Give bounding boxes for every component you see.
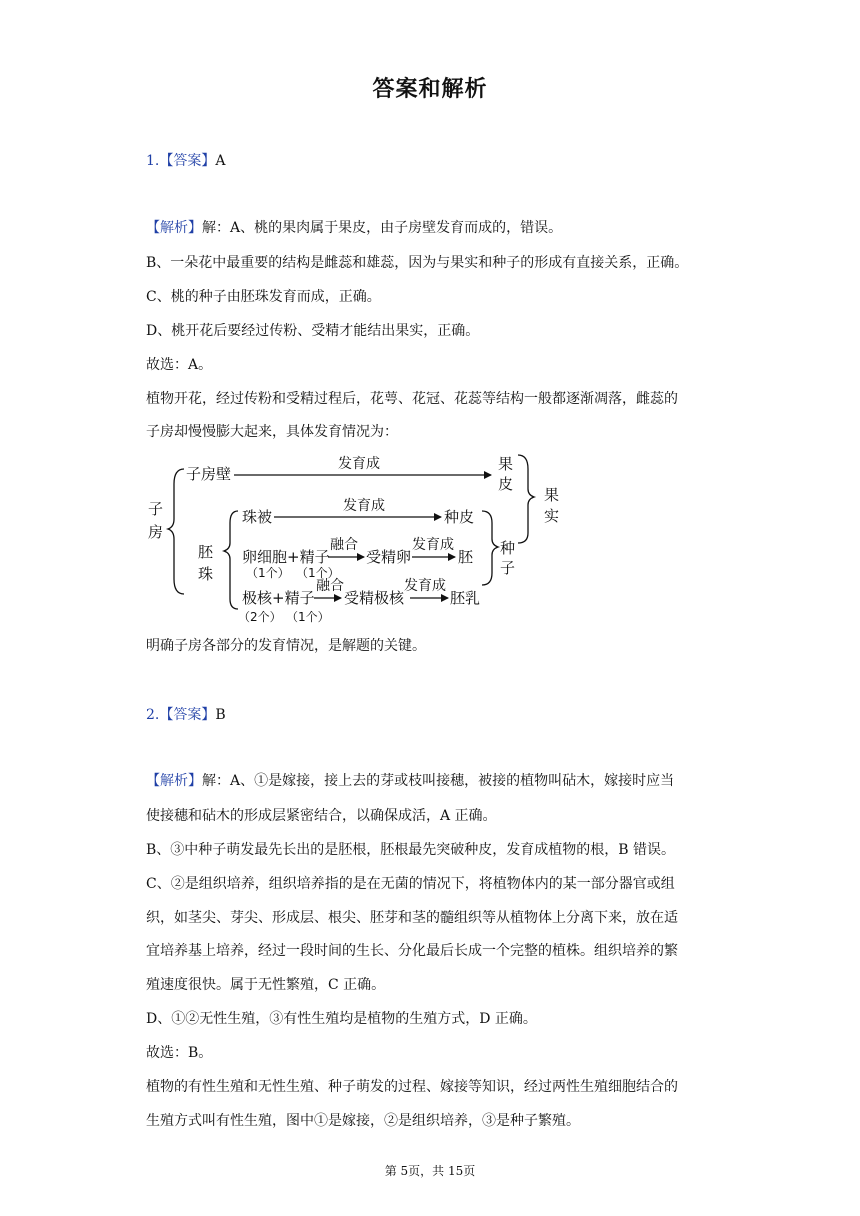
- seed-label-2: 子: [500, 559, 516, 577]
- q1-line-2: C、桃的种子由胚珠发育而成，正确。: [146, 289, 381, 305]
- fuse-label-1: 融合: [330, 537, 358, 553]
- pericarp-label-1: 果: [498, 455, 514, 473]
- fuse-label-2: 融合: [316, 578, 344, 594]
- ovule-label-1: 胚: [198, 543, 214, 561]
- q2-answer-line: [146, 705, 226, 725]
- integument-label: 珠被: [242, 508, 273, 526]
- q2-line-1: 使接穗和砧木的形成层紧密结合，以确保成活，A 正确。: [146, 808, 497, 824]
- seed-brace: [482, 511, 498, 585]
- endosperm-label: 胚乳: [450, 589, 481, 607]
- ovule-brace: [224, 511, 238, 609]
- ovary-development-diagram: [146, 449, 566, 629]
- q1-line-1: B、一朵花中最重要的结构是雌蕊和雄蕊，因为与果实和种子的形成有直接关系，正确。: [146, 255, 689, 271]
- pericarp-label-2: 皮: [498, 475, 514, 493]
- ovary-label-2: 房: [148, 523, 164, 541]
- embryo-label: 胚: [458, 548, 474, 566]
- q1-line-6: 子房却慢慢膨大起来，具体发育情况为：: [146, 424, 398, 440]
- egg-sperm-label: 卵细胞+精子: [242, 548, 330, 566]
- egg-count-label: （1个）: [246, 566, 290, 580]
- q2-line-0: 解：A、①是嫁接，接上去的芽或枝叫接穗，被接的植物叫砧木，嫁接时应当: [202, 773, 675, 789]
- q2-line-8: 故选：B。: [146, 1045, 213, 1061]
- q1-answer: A: [215, 153, 226, 169]
- develops-label-2: 发育成: [343, 498, 385, 514]
- q2-analysis-line-0: [146, 771, 674, 791]
- q2-line-6: 殖速度很快。属于无性繁殖，C 正确。: [146, 977, 386, 993]
- ovary-label-1: 子: [148, 500, 164, 518]
- q1-line-0: 解：A、桃的果肉属于果皮，由子房壁发育而成的，错误。: [202, 220, 563, 236]
- q2-line-7: D、①②无性生殖，③有性生殖均是植物的生殖方式，D 正确。: [146, 1011, 537, 1027]
- fruit-label-1: 果: [544, 486, 560, 504]
- develops-label-1: 发育成: [338, 456, 380, 472]
- q1-analysis-line-0: [146, 218, 562, 238]
- q2-line-4: 织，如茎尖、芽尖、形成层、根尖、胚芽和茎的髓组织等从植物体上分离下来，放在适: [146, 910, 678, 926]
- seed-label-1: 种: [500, 539, 516, 557]
- zygote-label: 受精卵: [366, 548, 412, 566]
- sperm-count-2-label: （1个）: [286, 610, 330, 624]
- q1-analysis-tag: 【解析】: [146, 220, 202, 236]
- fruit-label-2: 实: [544, 507, 560, 525]
- sperm-count-1-label: （1个）: [296, 566, 340, 580]
- q1-answer-line: [146, 151, 225, 171]
- page-title: 答案和解析: [372, 77, 488, 102]
- q2-line-2: B、③中种子萌发最先长出的是胚根，胚根最先突破种皮，发育成植物的根，B 错误。: [146, 842, 676, 858]
- fertilized-polar-label: 受精极核: [344, 589, 405, 607]
- q1-line-3: D、桃开花后要经过传粉、受精才能结出果实，正确。: [146, 323, 480, 339]
- polar-count-label: （2个）: [238, 610, 282, 624]
- q2-line-5: 宜培养基上培养，经过一段时间的生长、分化最后长成一个完整的植株。组织培养的繁: [146, 943, 678, 959]
- q2-line-10: 生殖方式叫有性生殖，图中①是嫁接，②是组织培养，③是种子繁殖。: [146, 1113, 580, 1129]
- q1-after-diagram: 明确子房各部分的发育情况，是解题的关键。: [146, 638, 426, 654]
- page-footer: 第 5页，共 15页: [384, 1164, 476, 1178]
- q1-line-4: 故选：A。: [146, 357, 213, 373]
- q2-number: 2.: [146, 707, 160, 723]
- q1-answer-tag: 【答案】: [159, 153, 216, 169]
- q2-answer: B: [215, 707, 226, 723]
- develops-label-4: 发育成: [404, 578, 446, 594]
- develops-label-3: 发育成: [412, 537, 454, 553]
- q2-line-3: C、②是组织培养，组织培养指的是在无菌的情况下，将植物体内的某一部分器官或组: [146, 876, 675, 892]
- seed-coat-label: 种皮: [444, 508, 475, 526]
- ovary-brace: [168, 469, 184, 594]
- fruit-brace: [518, 455, 534, 543]
- ovary-wall-label: 子房壁: [186, 465, 232, 483]
- q1-line-5: 植物开花，经过传粉和受精过程后，花萼、花冠、花蕊等结构一般都逐渐凋落，雌蕊的: [146, 391, 678, 407]
- ovule-label-2: 珠: [198, 565, 214, 583]
- q2-analysis-tag: 【解析】: [146, 773, 202, 789]
- q2-answer-tag: 【答案】: [159, 707, 216, 723]
- q1-number: 1.: [146, 153, 160, 169]
- polar-sperm-label: 极核+精子: [242, 589, 315, 607]
- q2-line-9: 植物的有性生殖和无性生殖、种子萌发的过程、嫁接等知识，经过两性生殖细胞结合的: [146, 1079, 678, 1095]
